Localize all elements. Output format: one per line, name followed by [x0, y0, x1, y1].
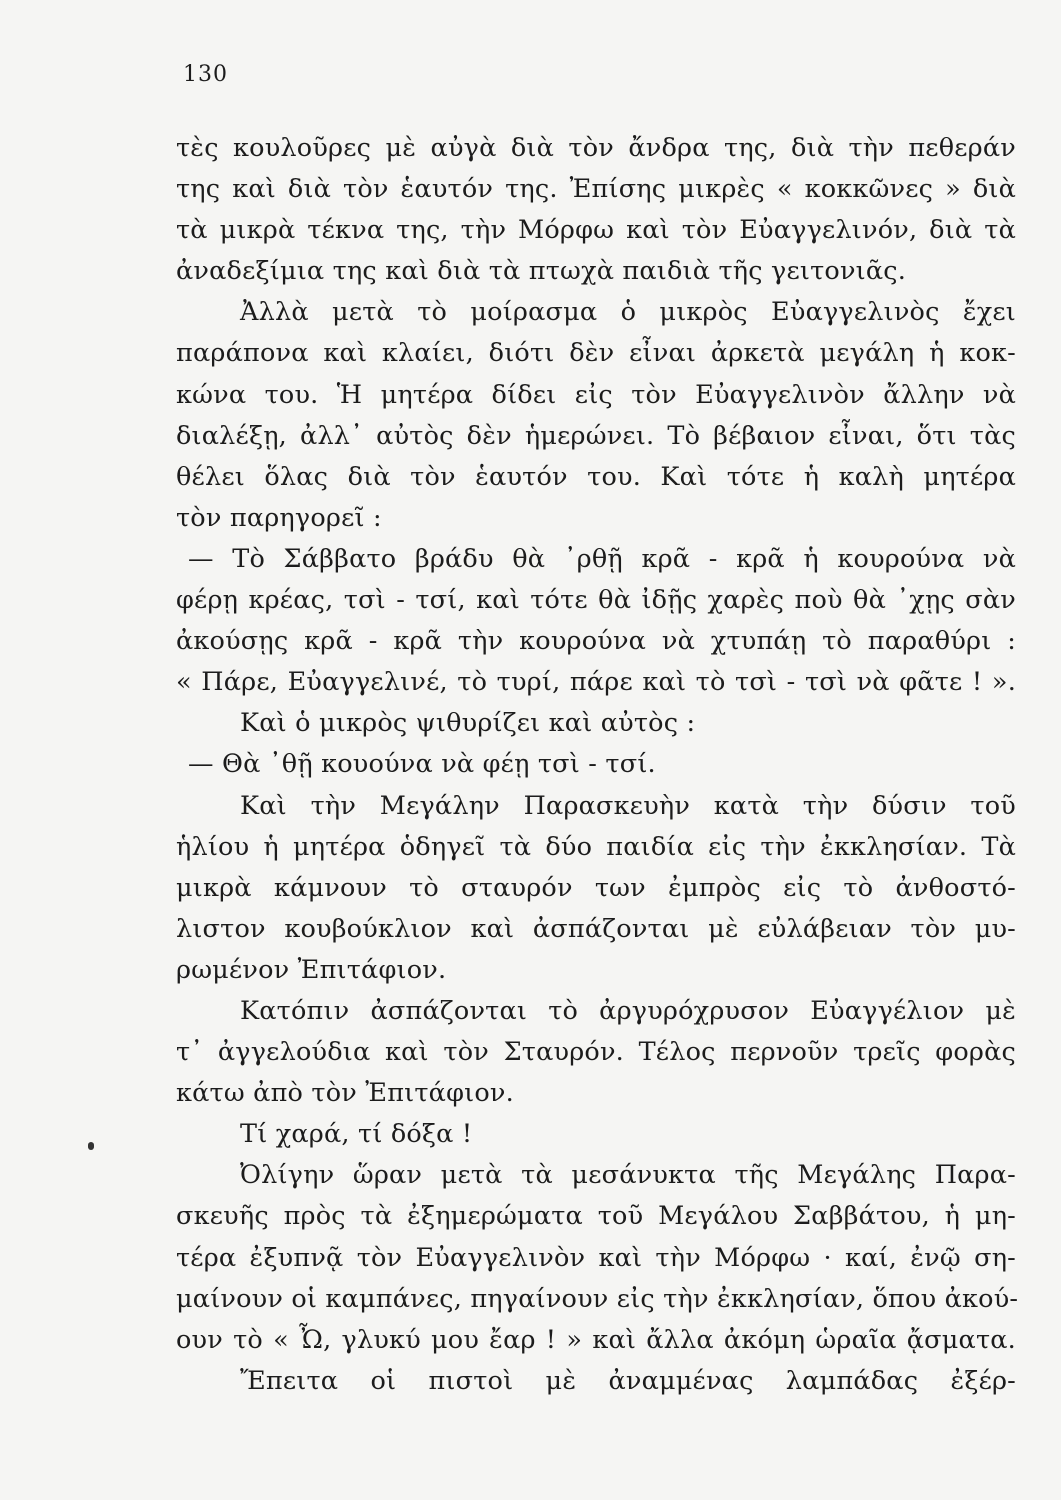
text-line: της καὶ διὰ τὸν ἑαυτόν της. Ἐπίσης μικρὲς « κοκκῶνες » διὰ — [176, 174, 1016, 205]
text-line: — Θὰ ᾽θῇ κουούνα νὰ φέῃ τσὶ - τσί. — [188, 749, 656, 780]
text-line: Ἔπειτα οἱ πιστοὶ μὲ ἀναμμένας λαμπάδας ἐξέρ- — [240, 1365, 1016, 1396]
text-line: ουν τὸ « Ὦ, γλυκύ μου ἔαρ ! » καὶ ἄλλα ἀκόμη ὡραῖα ᾄσματα. — [176, 1324, 1016, 1355]
text-line: ἡλίου ἡ μητέρα ὁδηγεῖ τὰ δύο παιδία εἰς τὴν ἐκκλησίαν. Τὰ — [176, 831, 1016, 862]
text-line: θέλει ὅλας διὰ τὸν ἑαυτόν του. Καὶ τότε ἡ καλὴ μητέρα — [176, 461, 1016, 492]
page-number: 130 — [183, 62, 228, 87]
text-line: ρωμένον Ἐπιτάφιον. — [176, 954, 447, 985]
text-line: μαίνουν οἱ καμπάνες, πηγαίνουν εἰς τὴν ἐκκλησίαν, ὅπου ἀκού- — [176, 1283, 1019, 1314]
text-line: τὰ μικρὰ τέκνα της, τὴν Μόρφω καὶ τὸν Εὐαγγελινόν, διὰ τὰ — [176, 215, 1016, 246]
text-line: φέρῃ κρέας, τσὶ - τσί, καὶ τότε θὰ ἰδῇς χαρὲς ποὺ θὰ ᾽χῃς σὰν — [176, 585, 1016, 616]
text-line: κώνα του. Ἡ μητέρα δίδει εἰς τὸν Εὐαγγελινὸν ἄλλην νὰ — [176, 379, 1016, 410]
text-line: σκευῆς πρὸς τὰ ἐξημερώματα τοῦ Μεγάλου Σαββάτου, ἡ μη- — [176, 1201, 1016, 1232]
text-line: Κατόπιν ἀσπάζονται τὸ ἀργυρόχρυσον Εὐαγγέλιον μὲ — [240, 995, 1016, 1026]
text-line: τ᾽ ἀγγελούδια καὶ τὸν Σταυρόν. Τέλος περνοῦν τρεῖς φορὰς — [176, 1037, 1016, 1068]
text-line: Τί χαρά, τί δόξα ! — [240, 1119, 473, 1150]
text-line: κάτω ἀπὸ τὸν Ἐπιτάφιον. — [176, 1078, 514, 1109]
text-line: Ἀλλὰ μετὰ τὸ μοίρασμα ὁ μικρὸς Εὐαγγελινὸς ἔχει — [240, 297, 1016, 328]
text-line: τὸν παρηγορεῖ : — [176, 502, 382, 533]
text-line: παράπονα καὶ κλαίει, διότι δὲν εἶναι ἀρκετὰ μεγάλη ἡ κοκ- — [176, 338, 1016, 369]
text-line: διαλέξῃ, ἀλλ᾽ αὐτὸς δὲν ἡμερώνει. Τὸ βέβαιον εἶναι, ὅτι τὰς — [176, 420, 1016, 451]
body-text — [176, 128, 1019, 1402]
text-line: « Πάρε, Εὐαγγελινέ, τὸ τυρί, πάρε καὶ τὸ τσὶ - τσὶ νὰ φᾶτε ! ». — [176, 667, 1016, 698]
text-line: ἀκούσῃς κρᾶ - κρᾶ τὴν κουρούνα νὰ χτυπάῃ τὸ παραθύρι : — [176, 626, 1016, 657]
text-line: τὲς κουλοῦρες μὲ αὐγὰ διὰ τὸν ἄνδρα της, διὰ τὴν πεθεράν — [176, 133, 1016, 163]
text-line: Καὶ ὁ μικρὸς ψιθυρίζει καὶ αὐτὸς : — [240, 708, 696, 739]
text-line: τέρα ἐξυπνᾷ τὸν Εὐαγγελινὸν καὶ τὴν Μόρφω · καί, ἐνῷ ση- — [176, 1242, 1016, 1273]
text-line: ἀναδεξίμια της καὶ διὰ τὰ πτωχὰ παιδιὰ τῆς γειτονιᾶς. — [176, 256, 907, 287]
ink-speck — [88, 1142, 94, 1150]
text-line: — Τὸ Σάββατο βράδυ θὰ ᾽ρθῇ κρᾶ - κρᾶ ἡ κουρούνα νὰ — [188, 543, 1016, 574]
text-line: Ὀλίγην ὥραν μετὰ τὰ μεσάνυκτα τῆς Μεγάλης Παρα- — [240, 1160, 1016, 1191]
text-line: μικρὰ κάμνουν τὸ σταυρόν των ἐμπρὸς εἰς τὸ ἀνθοστό- — [176, 872, 1016, 903]
text-line: Καὶ τὴν Μεγάλην Παρασκευὴν κατὰ τὴν δύσιν τοῦ — [240, 790, 1016, 821]
text-line: λιστον κουβούκλιον καὶ ἀσπάζονται μὲ εὐλάβειαν τὸν μυ- — [176, 913, 1016, 944]
